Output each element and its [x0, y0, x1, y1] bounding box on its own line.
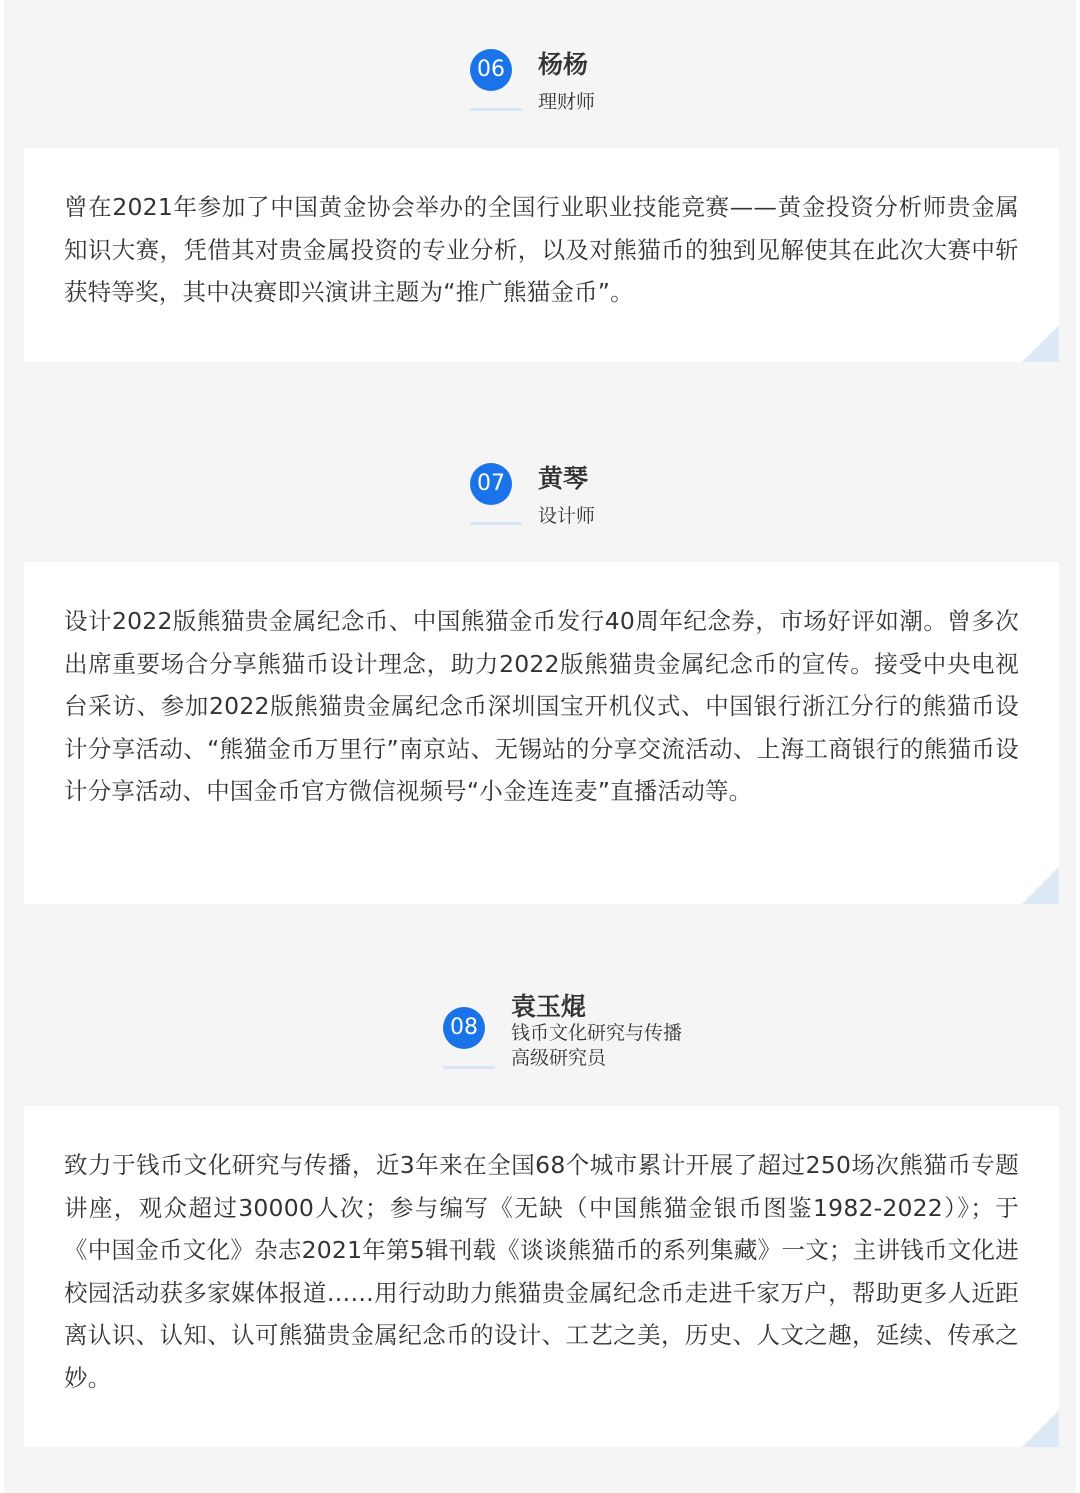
card-corner-decoration: [1022, 325, 1059, 362]
bio-text: 致力于钱币文化研究与传播，近3年来在全国68个城市累计开展了超过250场次熊猫币专题讲座，观众超过30000人次；参与编写《无缺（中国熊猫金银币图鉴1982-2022）》；于《中国金币文化》杂志2021年第5辑刊载《谈谈熊猫币的系列集藏》一文；主讲钱币文化进校园活动获多家媒体报道……用行动助力熊猫贵金属纪念币走进千家万户，帮助更多人近距离认识、认知、认可熊猫贵金属纪念币的设计、工艺之美，历史、人文之趣，延续、传承之妙。: [64, 1151, 1019, 1392]
person-name: 杨杨: [538, 50, 589, 79]
bio-text: 曾在2021年参加了中国黄金协会举办的全国行业职业技能竞赛——黄金投资分析师贵金属知识大赛，凭借其对贵金属投资的专业分析，以及对熊猫币的独到见解使其在此次大赛中斩获特等奖，其中决赛即兴演讲主题为“推广熊猫金币”。: [64, 193, 1019, 306]
number-badge: 07: [470, 463, 512, 505]
person-name: 袁玉焜: [511, 992, 587, 1021]
person-name: 黄琴: [538, 464, 589, 493]
card-corner-decoration: [1022, 1410, 1059, 1447]
bio-card: [24, 562, 1059, 904]
card-corner-decoration: [1022, 867, 1059, 904]
bio-card: [24, 148, 1059, 362]
badge-underline: [470, 108, 522, 111]
bio-card: [24, 1106, 1059, 1447]
badge-underline: [470, 522, 522, 525]
number-badge: 08: [443, 1007, 485, 1049]
page-background: [4, 0, 1076, 1493]
person-role-line-1: 钱币文化研究与传播: [511, 1022, 683, 1044]
person-role: 设计师: [538, 505, 596, 527]
person-role: 理财师: [538, 91, 596, 113]
badge-underline: [443, 1066, 495, 1069]
number-badge: 06: [470, 49, 512, 91]
person-role-line-2: 高级研究员: [511, 1047, 607, 1069]
bio-text: 设计2022版熊猫贵金属纪念币、中国熊猫金币发行40周年纪念券，市场好评如潮。曾多次出席重要场合分享熊猫币设计理念，助力2022版熊猫贵金属纪念币的宣传。接受中央电视台采访、参加2022版熊猫贵金属纪念币深圳国宝开机仪式、中国银行浙江分行的熊猫币设计分享活动、“熊猫金币万里行”南京站、无锡站的分享交流活动、上海工商银行的熊猫币设计分享活动、中国金币官方微信视频号“小金连连麦”直播活动等。: [64, 607, 1019, 805]
